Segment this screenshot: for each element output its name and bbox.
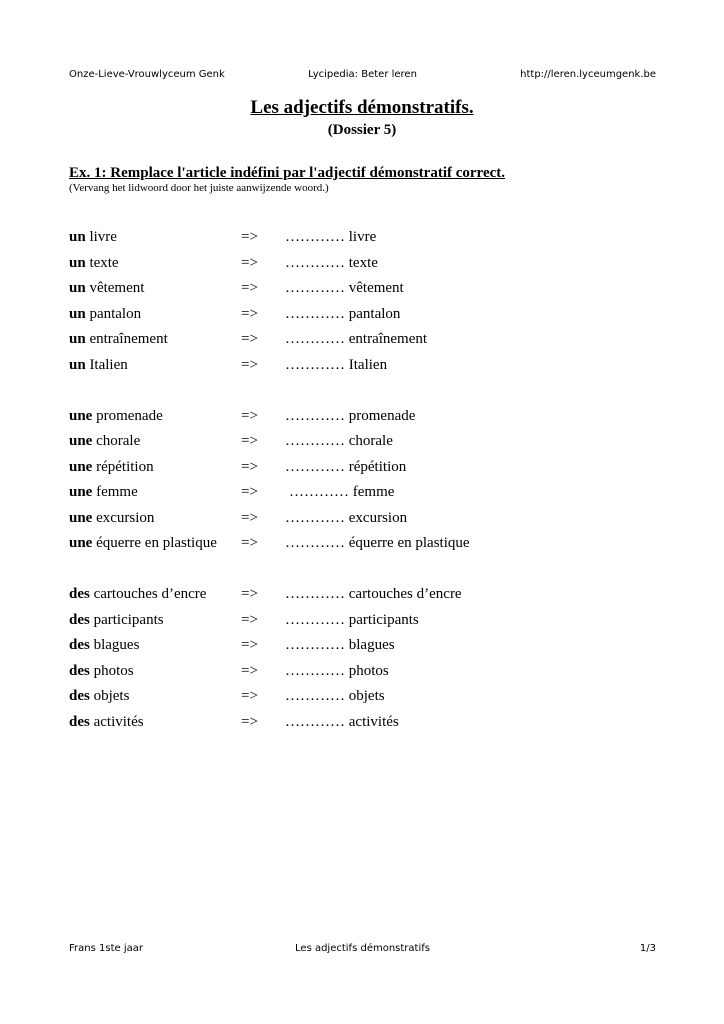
arrow: => [241, 331, 258, 347]
arrow: => [241, 509, 258, 526]
arrow: => [241, 535, 258, 551]
answer-noun: chorale [348, 433, 393, 449]
answer-noun: activités [348, 713, 399, 730]
answer-blank-line [285, 430, 393, 452]
answer-blank-line [285, 456, 406, 478]
exercise-prompt [69, 354, 128, 376]
answer-blank: ………… [289, 484, 349, 500]
answer-blank-line [289, 481, 394, 503]
answer-noun: pantalon [348, 305, 401, 322]
answer-noun: participants [348, 611, 419, 628]
exercise-prompt [69, 405, 163, 427]
answer-noun: cartouches d’encre [348, 586, 462, 602]
exercise-prompt [69, 609, 164, 631]
exercise-title: Ex. 1: Remplace l'article indéfini par l'adjectif démonstratif correct. [69, 165, 506, 181]
answer-blank-line [285, 405, 415, 427]
answer-blank: ………… [285, 407, 345, 424]
answer-blank-line [285, 609, 419, 631]
header-school: Onze-Lieve-Vrouwlyceum Genk [69, 69, 225, 80]
page-title: Les adjectifs démonstratifs. [250, 97, 474, 118]
indefinite-article: un [69, 331, 86, 347]
answer-blank: ………… [285, 433, 345, 449]
arrow: => [241, 586, 258, 602]
noun: excursion [96, 509, 155, 526]
arrow: => [241, 229, 258, 245]
arrow: => [241, 407, 258, 424]
arrow: => [241, 662, 258, 679]
arrow: => [241, 356, 258, 373]
noun: blagues [93, 637, 140, 653]
exercise-row [0, 328, 724, 350]
exercise-row [0, 532, 724, 554]
answer-blank-line [285, 252, 378, 274]
noun: objets [93, 688, 130, 704]
answer-blank: ………… [285, 713, 345, 730]
answer-noun: équerre en plastique [348, 535, 470, 551]
answer-blank: ………… [285, 305, 345, 322]
exercise-row [0, 583, 724, 605]
indefinite-article: des [69, 688, 90, 704]
noun: équerre en plastique [96, 535, 217, 551]
answer-noun: vêtement [348, 280, 404, 296]
arrow: => [241, 254, 258, 271]
arrow: => [241, 305, 258, 322]
noun: cartouches d’encre [93, 586, 207, 602]
answer-noun: entraînement [348, 331, 428, 347]
exercise-prompt [69, 583, 206, 605]
exercise-row [0, 507, 724, 529]
exercise-prompt [69, 685, 129, 707]
answer-blank: ………… [285, 637, 345, 653]
noun: vêtement [89, 280, 145, 296]
answer-noun: promenade [348, 407, 416, 424]
exercise-prompt [69, 532, 217, 554]
exercise-prompt [69, 430, 140, 452]
answer-blank: ………… [285, 662, 345, 679]
answer-blank-line [285, 532, 470, 554]
noun: entraînement [89, 331, 168, 347]
answer-blank: ………… [285, 688, 345, 704]
exercise-row [0, 634, 724, 656]
exercise-prompt [69, 303, 141, 325]
indefinite-article: un [69, 229, 86, 245]
page-footer [69, 942, 656, 956]
exercise-row [0, 660, 724, 682]
exercise-prompt [69, 277, 144, 299]
noun: livre [89, 229, 117, 245]
indefinite-article: des [69, 586, 90, 602]
exercise-row [0, 226, 724, 248]
answer-blank: ………… [285, 280, 345, 296]
arrow: => [241, 637, 258, 653]
answer-blank: ………… [285, 458, 345, 475]
answer-noun: répétition [348, 458, 407, 475]
header-url: http://leren.lyceumgenk.be [520, 69, 656, 80]
indefinite-article: une [69, 484, 93, 500]
page-header [69, 68, 656, 82]
exercise-prompt [69, 481, 138, 503]
exercise-row [0, 711, 724, 733]
answer-blank-line [285, 303, 400, 325]
indefinite-article: un [69, 280, 86, 296]
answer-blank-line [285, 660, 389, 682]
arrow: => [241, 688, 258, 704]
footer-page-number: 1/3 [639, 943, 656, 954]
answer-noun: photos [348, 662, 389, 679]
noun: photos [93, 662, 134, 679]
exercise-row [0, 354, 724, 376]
indefinite-article: des [69, 662, 90, 679]
exercise-prompt [69, 252, 119, 274]
answer-noun: femme [352, 484, 395, 500]
exercise-prompt [69, 456, 154, 478]
arrow: => [241, 280, 258, 296]
arrow: => [241, 713, 258, 730]
indefinite-article: des [69, 713, 90, 730]
arrow: => [241, 484, 258, 500]
indefinite-article: une [69, 458, 93, 475]
answer-blank-line [285, 507, 407, 529]
exercise-prompt [69, 507, 154, 529]
exercise-prompt [69, 634, 139, 656]
exercise-row [0, 277, 724, 299]
answer-noun: texte [348, 254, 378, 271]
answer-blank-line [285, 328, 427, 350]
indefinite-article: un [69, 305, 86, 322]
noun: femme [96, 484, 138, 500]
exercise-row [0, 456, 724, 478]
answer-noun: objets [348, 688, 385, 704]
answer-blank: ………… [285, 331, 345, 347]
exercise-row [0, 481, 724, 503]
indefinite-article: une [69, 535, 93, 551]
exercise-row [0, 405, 724, 427]
arrow: => [241, 611, 258, 628]
indefinite-article: des [69, 637, 90, 653]
arrow: => [241, 433, 258, 449]
exercise-prompt [69, 711, 144, 733]
noun: promenade [96, 407, 163, 424]
answer-noun: Italien [348, 356, 388, 373]
answer-blank: ………… [285, 254, 345, 271]
answer-blank-line [285, 634, 395, 656]
noun: activités [93, 713, 144, 730]
indefinite-article: une [69, 433, 93, 449]
indefinite-article: des [69, 611, 90, 628]
answer-blank: ………… [285, 229, 345, 245]
answer-blank: ………… [285, 356, 345, 373]
answer-blank-line [285, 583, 462, 605]
answer-blank-line [285, 354, 387, 376]
noun: répétition [96, 458, 154, 475]
answer-blank: ………… [285, 509, 345, 526]
footer-course: Frans 1ste jaar [69, 943, 143, 954]
noun: pantalon [89, 305, 142, 322]
footer-topic: Les adjectifs démonstratifs [295, 943, 430, 954]
header-site: Lycipedia: Beter leren [308, 69, 417, 80]
exercise-instruction: (Vervang het lidwoord door het juiste aanwijzende woord.) [69, 182, 329, 194]
arrow: => [241, 458, 258, 475]
answer-blank-line [285, 277, 404, 299]
page-subtitle: (Dossier 5) [327, 122, 397, 138]
indefinite-article: une [69, 509, 93, 526]
answer-noun: excursion [348, 509, 408, 526]
exercise-prompt [69, 226, 117, 248]
indefinite-article: une [69, 407, 93, 424]
noun: participants [93, 611, 164, 628]
answer-blank: ………… [285, 535, 345, 551]
exercise-row [0, 609, 724, 631]
answer-blank: ………… [285, 586, 345, 602]
answer-blank: ………… [285, 611, 345, 628]
answer-blank-line [285, 685, 385, 707]
exercise-prompt [69, 660, 134, 682]
exercise-row [0, 685, 724, 707]
noun: Italien [89, 356, 128, 373]
answer-noun: livre [348, 229, 377, 245]
indefinite-article: un [69, 356, 86, 373]
answer-blank-line [285, 226, 376, 248]
noun: texte [89, 254, 119, 271]
exercise-prompt [69, 328, 168, 350]
indefinite-article: un [69, 254, 86, 271]
exercise-row [0, 303, 724, 325]
exercise-row [0, 430, 724, 452]
answer-noun: blagues [348, 637, 395, 653]
answer-blank-line [285, 711, 399, 733]
exercise-row [0, 252, 724, 274]
noun: chorale [96, 433, 141, 449]
